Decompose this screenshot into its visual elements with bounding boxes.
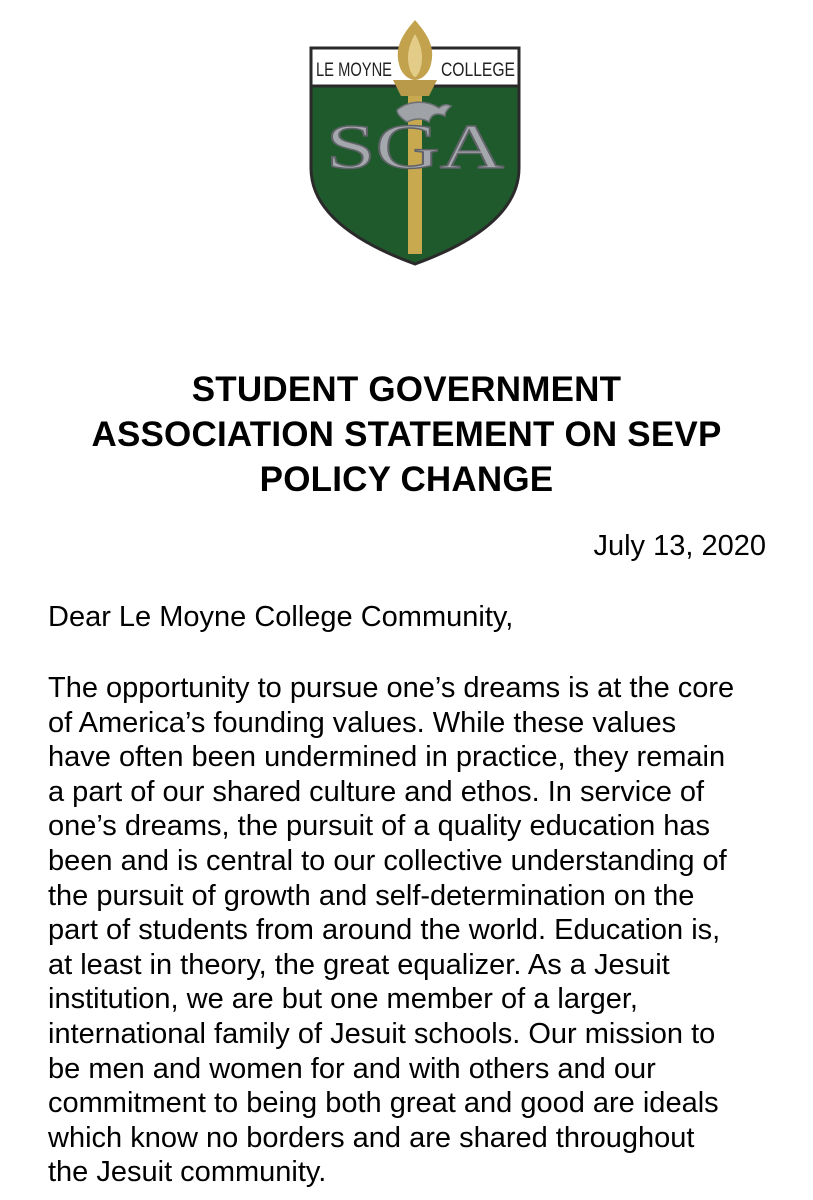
- paragraph-line: part of students from around the world. Education is,: [48, 914, 721, 947]
- paragraph-line: a part of our shared culture and ethos. In service of: [48, 775, 705, 808]
- paragraph-line: institution, we are but one member of a larger,: [48, 983, 638, 1016]
- title-line-2: ASSOCIATION STATEMENT ON SEVP: [91, 415, 722, 454]
- logo-monogram: SGA: [326, 111, 504, 182]
- statement-paragraph: [48, 671, 788, 1190]
- paragraph-line: at least in theory, the great equalizer. As a Jesuit: [48, 948, 670, 981]
- statement-date: July 13, 2020: [593, 530, 766, 562]
- paragraph-line: the Jesuit community.: [48, 1156, 327, 1189]
- sga-shield-logo: [305, 18, 525, 268]
- paragraph-line: international family of Jesuit schools. Our mission to: [48, 1017, 716, 1050]
- paragraph-line: the pursuit of growth and self-determination on the: [48, 879, 695, 912]
- title-line-1: STUDENT GOVERNMENT: [191, 370, 622, 409]
- paragraph-line: one’s dreams, the pursuit of a quality education has: [48, 810, 711, 843]
- shield-logo-icon: [305, 18, 525, 268]
- title-line-3: POLICY CHANGE: [259, 460, 554, 499]
- statement-title: [40, 367, 773, 502]
- paragraph-line: been and is central to our collective understanding of: [48, 844, 727, 877]
- logo-right-text: COLLEGE: [441, 60, 515, 81]
- logo-left-text: LE MOYNE: [316, 60, 392, 81]
- paragraph-line: commitment to being both great and good are ideals: [48, 1087, 719, 1120]
- paragraph-line: have often been undermined in practice, they remain: [48, 741, 726, 774]
- salutation: Dear Le Moyne College Community,: [48, 601, 514, 633]
- paragraph-line: be men and women for and with others and our: [48, 1052, 656, 1085]
- paragraph-line: which know no borders and are shared throughout: [48, 1121, 695, 1154]
- paragraph-line: The opportunity to pursue one’s dreams is at the core: [48, 672, 735, 704]
- paragraph-line: of America’s founding values. While these values: [48, 706, 677, 739]
